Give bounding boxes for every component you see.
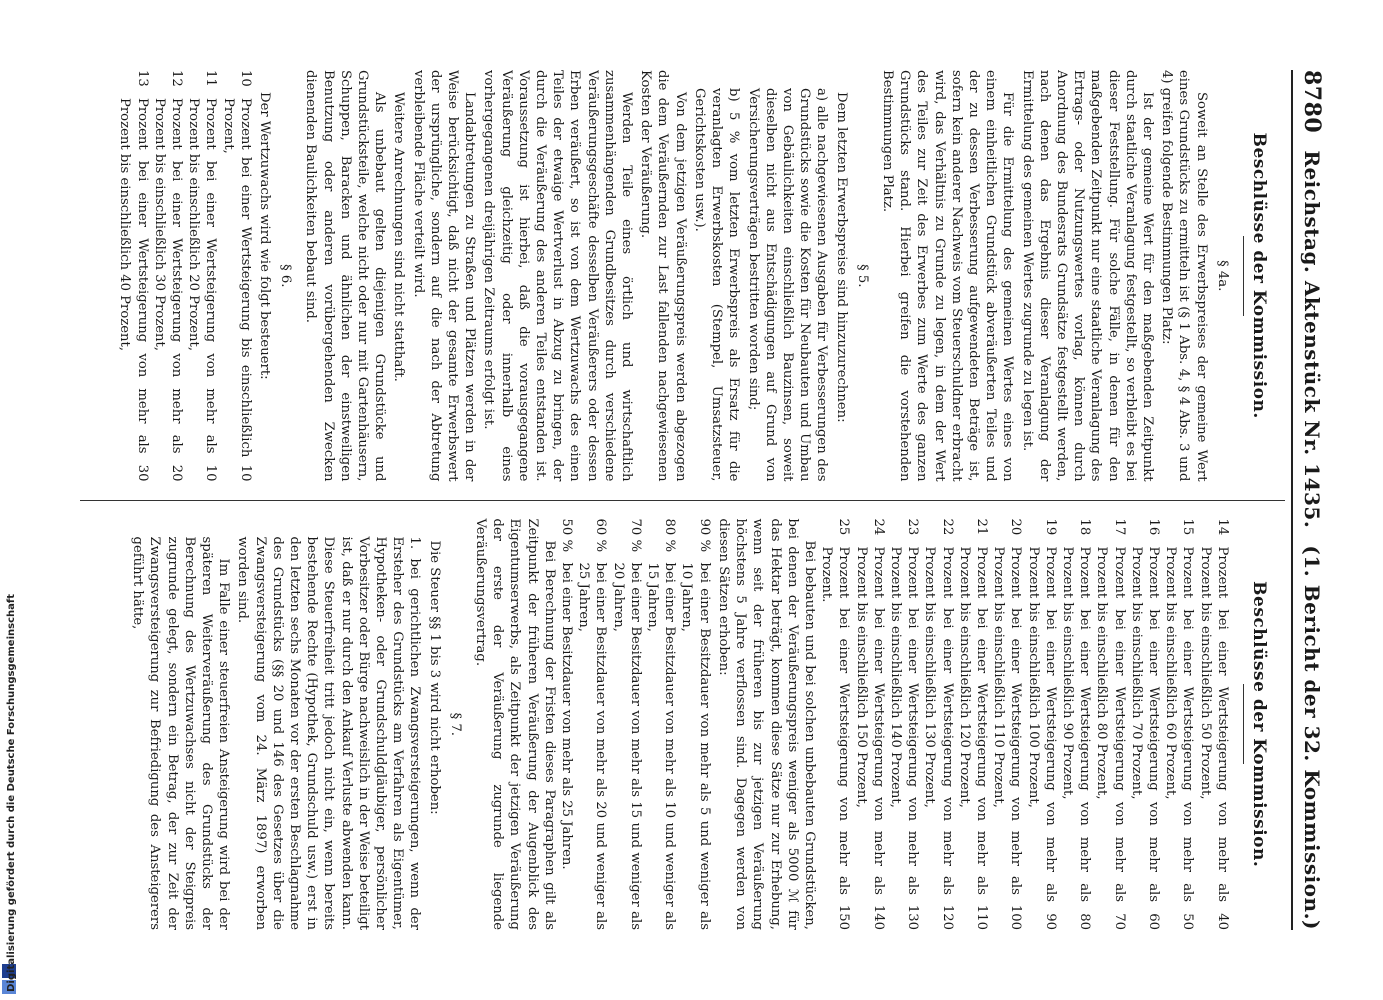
paragraph: Soweit an Stelle des Erwerbspreises der gemeine Wert eines Grundstücks zu ermitteln ist (§ 1 Abs. 4, § 4 Abs. 3 und 4) greifen folgende Bestimmungen Platz: xyxy=(1159,70,1209,482)
paragraph: Ist der gemeine Wert für den maßgebenden Zeitpunkt durch staatliche Veranlagung festgestellt, so verbleibt es bei dieser Feststellung. Für solche Fälle, in denen für den maßgebenden Zeitpunkt nur eine staatliche Veranlagung des Ertrags- oder Nutzungswertes vorlag, können durch Anordnung des Bundesrats Grundsätze festgestellt werden, nach denen das Ergebnis dieser Veranlagung der Ermittelung des gemeinen Wertes zugrunde zu legen ist. xyxy=(1019,70,1155,482)
paragraph: Bei bebauten und bei solchen unbebauten Grundstücken, bei denen der Veräußerungspreis weniger als 5000 ℳ für das Hektar beträgt, kommen diese Sätze nur zur Erhebung, wenn seit der früheren bis zur jetzigen Veräußerung höchstens 5 Jahre verflossen sind. Dagegen werden von diesen Sätzen erhoben: xyxy=(715,518,817,930)
list-item: 50 % bei einer Besitzdauer von mehr als 25 Jahren. xyxy=(559,518,575,870)
list-item: 18 Prozent bei einer Wertsteigerung von mehr als 80 Prozent bis einschließlich 90 Prozent, xyxy=(1059,518,1093,930)
list-item: 11 Prozent bei einer Wertsteigerung von mehr als 10 Prozent bis einschließlich 20 Prozent, xyxy=(186,70,219,482)
list-item: 16 Prozent bei einer Wertsteigerung von mehr als 60 Prozent bis einschließlich 70 Prozent, xyxy=(1128,518,1161,930)
header-title: Reichstag. Aktenstück Nr. 1435. xyxy=(1300,150,1324,529)
left-subtitle: Beschlüsse der Kommission. xyxy=(1249,132,1269,419)
list-item: 19 Prozent bei einer Wertsteigerung von mehr als 90 Prozent bis einschließlich 100 Prozent, xyxy=(1025,518,1058,930)
list-item: 10 Prozent bei einer Wertsteigerung bis einschließlich 10 Prozent, xyxy=(220,70,253,482)
list-item: 15 Prozent bei einer Wertsteigerung von mehr als 50 Prozent bis einschließlich 60 Prozent, xyxy=(1163,518,1196,930)
divider xyxy=(1243,236,1244,316)
paragraph: Werden Teile eines örtlich und wirtschaftlich zusammenhängenden Grundbesitzes durch verschiedene Veräußerungsgeschäfte desselben Veräußerers oder dessen Erben veräußert, so ist von dem Wertzuwachs des einen Teiles der etwaige Wertverlust in Abzug zu bringen, der durch die Veräußerung des anderen Teiles entstanden ist. Voraussetzung ist hierbei, daß die vorausgegangene Veräußerung gleichzeitig oder innerhalb eines vorhergegangenen dreijährigen Zeitraums erfolgt ist. xyxy=(481,70,635,482)
list-item-a: a) alle nachgewiesenen Ausgaben für Verbesserungen des Grundstücks sowie die Kosten für Neubauten und Umbau von Gebäulichkeiten einschließlich Bauzinsen, soweit dieselben nicht aus Entschädigungen auf Grund von Versicherungsverträgen bestritten worden sind; xyxy=(745,88,830,482)
list-item: 24 Prozent bei einer Wertsteigerung von mehr als 140 Prozent bis einschließlich 150 Prozent, xyxy=(853,518,886,930)
rate-list xyxy=(818,519,1231,931)
list-item: 23 Prozent bei einer Wertsteigerung von mehr als 130 Prozent bis einschließlich 140 Prozent, xyxy=(887,518,921,930)
paragraph: Die Steuer §§ 1 bis 3 wird nicht erhoben: xyxy=(426,540,442,815)
funding-credit: Digitalisierung gefördert durch die Deutsche Forschungsgemeinschaft xyxy=(6,594,17,992)
paragraph: Weitere Anrechnungen sind nicht statthaft. xyxy=(391,92,407,382)
list-item: 14 Prozent bei einer Wertsteigerung von mehr als 40 Prozent bis einschließlich 50 Prozent, xyxy=(1197,518,1230,930)
list-item: 70 % bei einer Besitzdauer von mehr als 15 und weniger als 20 Jahren, xyxy=(610,518,643,930)
list-item: 20 Prozent bei einer Wertsteigerung von mehr als 100 Prozent bis einschließlich 110 Prozent, xyxy=(991,518,1024,930)
section-7-title: § 7. xyxy=(447,712,463,736)
paragraph: Der Wertzuwachs wird wie folgt besteuert: xyxy=(257,92,273,380)
list-item: 22 Prozent bei einer Wertsteigerung von mehr als 120 Prozent bis einschließlich 130 Prozent, xyxy=(922,518,955,930)
divider xyxy=(1243,684,1244,764)
list-item: 80 % bei einer Besitzdauer von mehr als 10 und weniger als 15 Jahren, xyxy=(645,518,678,930)
section-4a-title: § 4a. xyxy=(1214,260,1230,292)
paragraph: Als unbebaut gelten diejenigen Grundstücke und Grundstücksteile, welche nicht oder nur mit Gartenhäusern, Schuppen, Baracken und ähnlichen der einstweiligen Benutzung oder anderen vorübergehenden Zwecken dienenden Baulichkeiten bebaut sind. xyxy=(303,70,388,482)
percentage-list xyxy=(558,519,713,931)
paragraph: Im Falle einer steuerfreien Ansteigerung wird bei der späteren Weiterveräußerung des Grundstücks der Berechnung des Wertzuwachses nicht der Steigpreis zugrunde gelegt, sondern ein Betrag, der zur Zeit der Zwangsversteigerung zur Befriedigung des Ansteigerers geführt hätte, xyxy=(130,536,232,930)
paragraph: Dem letzten Erwerbspreise sind hinzuzurechnen: xyxy=(833,92,849,423)
header-right: (1. Bericht der 32. Kommission.) xyxy=(1300,545,1324,930)
section-6-title: § 6. xyxy=(278,264,294,288)
paragraph: Landabtretungen zu Straßen und Plätzen werden in der Weise berücksichtigt, daß nicht der gesamte Erwerbswert der ursprüngliche, sondern auf die nach der Abtretung verbleibende Fläche verteilt wird. xyxy=(410,70,478,482)
rate-list xyxy=(116,70,254,482)
list-item-1: 1. bei gerichtlichen Zwangsversteigerungen, wenn der Ersteher des Grundstücks am Verfahren als Eigentümer, Hypotheken- oder Grundschuldgläubiger, persönlicher Vorbesitzer oder Bürge nachweislich in der Weise beteiligt ist, daß er nur durch den Ankauf Verluste abwenden kann. Diese Steuerfreiheit tritt jedoch nicht ein, wenn bereits bestehende Rechte (Hypothek, Grundschuld usw.) erst in den letzten sechs Monaten vor der ersten Beschlagnahme des Grundstücks (§§ 20 und 146 des Gesetzes über die Zwangsversteigerung vom 24. März 1897) erworben worden sind. xyxy=(235,536,423,930)
list-item: 90 % bei einer Besitzdauer von mehr als 5 und weniger als 10 Jahren, xyxy=(679,518,712,930)
list-item: 17 Prozent bei einer Wertsteigerung von mehr als 70 Prozent bis einschließlich 80 Prozent, xyxy=(1094,518,1127,930)
list-item: 13 Prozent bei einer Wertsteigerung von mehr als 30 Prozent bis einschließlich 40 Prozent, xyxy=(117,70,150,482)
paragraph: Von dem jetzigen Veräußerungspreis werden abgezogen die dem Veräußernden zur Last fallenden nachgewiesenen Kosten der Veräußerung. xyxy=(638,70,688,482)
list-item: 25 Prozent bei einer Wertsteigerung von mehr als 150 Prozent. xyxy=(819,518,852,930)
list-item: 60 % bei einer Besitzdauer von mehr als 20 und weniger als 25 Jahren, xyxy=(576,518,609,930)
right-subtitle: Beschlüsse der Kommission. xyxy=(1249,581,1269,868)
list-item-b: b) 5 % vom letzten Erwerbspreis als Ersatz für die veranlagten Erwerbskosten (Stempel, Umsatzsteuer, Gerichtskosten usw.). xyxy=(691,88,742,482)
left-column xyxy=(80,70,1285,501)
list-item: 21 Prozent bei einer Wertsteigerung von mehr als 110 Prozent bis einschließlich 120 Prozent, xyxy=(956,518,989,930)
section-5-title: § 5. xyxy=(854,264,870,288)
page-number: 8780 xyxy=(1299,70,1325,134)
page-header xyxy=(1291,70,1325,930)
two-columns xyxy=(80,70,1285,930)
paragraph: Für die Ermittelung des gemeinen Wertes eines von einem einheitlichen Grundstück abveräußerten Teiles und der zu dessen Verbesserung aufgewendeten Beträge ist, sofern kein anderer Nachweis vom Steuerschuldner erbracht wird, das Verhältnis zu Grunde zu legen, in dem der Wert des Teiles zur Zeit des Erwerbes zum Werte des ganzen Grundstücks stand. Hierbei greifen die vorstehenden Bestimmungen Platz. xyxy=(879,70,1016,482)
right-column xyxy=(80,501,1285,931)
paragraph: Bei Berechnung der Fristen dieses Paragraphen gilt als Zeitpunkt der früheren Veräußerung der Augenblick des Eigentumserwerbs, als Zeitpunkt der jetzigen Veräußerung der erste der Veräußerung zugrunde liegende Veräußerungsvertrag. xyxy=(473,518,557,930)
list-item: 12 Prozent bei einer Wertsteigerung von mehr als 20 Prozent bis einschließlich 30 Prozent, xyxy=(151,70,185,482)
